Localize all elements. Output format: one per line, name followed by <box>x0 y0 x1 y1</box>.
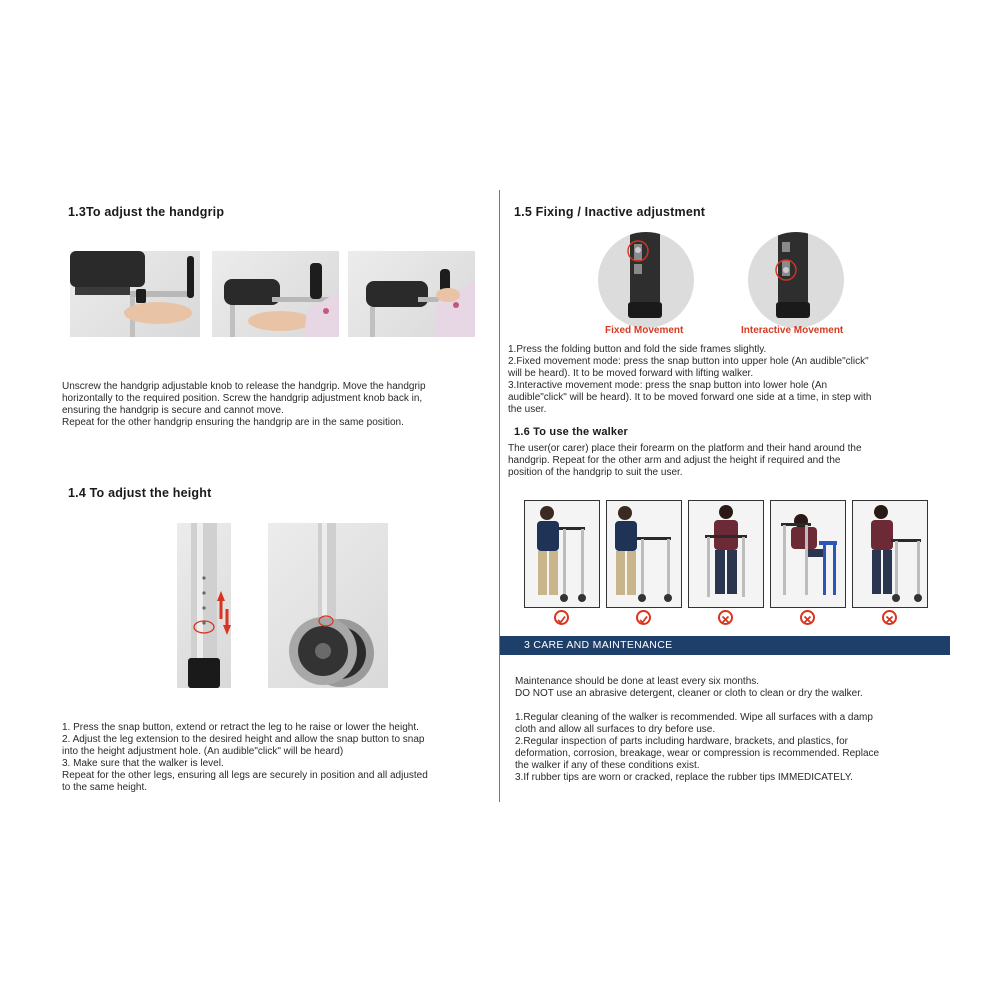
interactive-movement-photo <box>748 232 844 328</box>
fixed-movement-caption: Fixed Movement <box>605 325 684 336</box>
page-divider <box>499 190 500 802</box>
section-15-text: 1.Press the folding button and fold the side frames slightly. 2.Fixed movement mode: press the snap button into upper hole (An audible"click" will be heard). It to be moved forward with lifting walker. 3.Interactive movement mode: press the snap button into lower hole (An audible"click" will be heard). It to be moved forward one side at a time, in step with the user. <box>508 344 872 415</box>
interactive-movement-caption: Interactive Movement <box>741 325 844 336</box>
handgrip-photo-3 <box>348 251 475 337</box>
section-13-text: Unscrew the handgrip adjustable knob to release the handgrip. Move the handgrip horizontally to the required position. Screw the handgrip adjustment knob back in, ensuring the handgrip is secure and cannot move. Repeat for the other handgrip ensuring the handgrip are in the same position. <box>62 381 426 428</box>
usage-photo-2 <box>606 500 682 608</box>
cross-icon <box>800 610 815 625</box>
wheel-photo <box>268 523 388 688</box>
usage-photo-1 <box>524 500 600 608</box>
section-13-title: 1.3To adjust the handgrip <box>68 205 225 219</box>
section-14-title: 1.4 To adjust the height <box>68 486 212 500</box>
care-maintenance-banner <box>500 636 950 655</box>
section-14-text: 1. Press the snap button, extend or retract the leg to he raise or lower the height. 2. Adjust the leg extension to the desired height and allow the snap button to snap into the height adjustment hole. (An audible"click" will be heard) 3. Make sure that the walker is level. Repeat for the other legs, ensuring all legs are securely in position and all adjusted to the same height. <box>62 722 428 793</box>
check-icon <box>636 610 651 625</box>
leg-extension-photo <box>177 523 231 688</box>
usage-photo-4 <box>770 500 846 608</box>
usage-photo-5 <box>852 500 928 608</box>
section-16-text: The user(or carer) place their forearm on the platform and their hand around the handgrip. Repeat for the other arm and adjust the height if required and the position of the handgrip to suit the user. <box>508 443 862 478</box>
section-15-title: 1.5 Fixing / Inactive adjustment <box>514 205 706 219</box>
care-maintenance-title: 3 CARE AND MAINTENANCE <box>524 639 673 651</box>
handgrip-photo-2 <box>212 251 339 337</box>
check-icon <box>554 610 569 625</box>
usage-photo-3 <box>688 500 764 608</box>
care-intro-text: Maintenance should be done at least every six months. DO NOT use an abrasive detergent, cleaner or cloth to clean or dry the walker. <box>515 676 863 699</box>
cross-icon <box>718 610 733 625</box>
handgrip-photo-1 <box>70 251 200 337</box>
section-16-title: 1.6 To use the walker <box>514 426 629 438</box>
care-items-text: 1.Regular cleaning of the walker is recommended. Wipe all surfaces with a damp cloth and allow all surfaces to dry before use. 2.Regular inspection of parts including hardware, brackets, and plastics, for deformation, corrosion, breakage, wear or compression is recommended. Replace the walker if any of these conditions exist. 3.If rubber tips are worn or cracked, replace the rubber tips IMMEDICATELY. <box>515 712 880 783</box>
fixed-movement-photo <box>598 232 694 328</box>
cross-icon <box>882 610 897 625</box>
